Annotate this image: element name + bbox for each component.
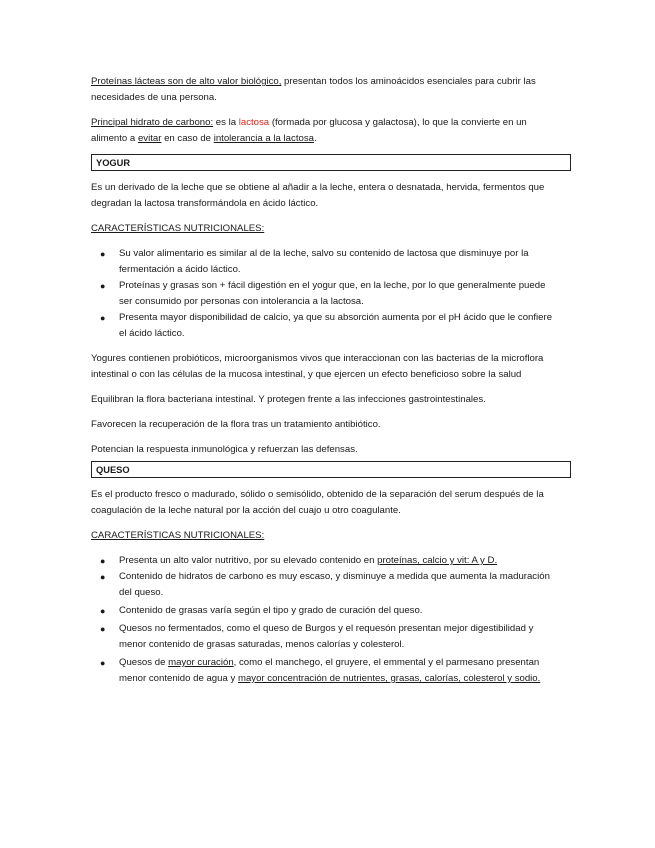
document-page: [91, 74, 571, 687]
list-item: ● Contenido de grasas varía según el tipo y grado de curación del queso.: [91, 603, 571, 619]
list-item: ● Presenta mayor disponibilidad de calcio, ya que su absorción aumenta por el pH ácido que le confiere el ácido láctico.: [100, 312, 553, 339]
bullet-icon: ●: [100, 249, 106, 259]
list-item: ● Quesos no fermentados, como el queso de Burgos y el requesón presentan mejor digestibilidad y menor contenido de grasas saturadas, menos calorías y colesterol.: [100, 623, 534, 650]
bullet-icon: ●: [100, 281, 106, 291]
recovery-paragraph: Favorecen la recuperación de la flora tras un tratamiento antibiótico.: [91, 419, 381, 430]
list-item: ● Presenta un alto valor nutritivo, por su elevado contenido en proteínas, calcio y vit: A y D.: [91, 553, 571, 569]
flora-paragraph: Equilibran la flora bacteriana intestinal. Y protegen frente a las infecciones gastrointestinales.: [91, 394, 486, 405]
carb-label: Principal hidrato de carbono:: [91, 117, 214, 128]
intro-proteins-highlight: Proteínas lácteas son de alto valor biológico,: [91, 76, 282, 87]
section-title-yogur: YOGUR: [91, 154, 571, 171]
section-title-queso: QUESO: [91, 461, 571, 478]
yogur-nutrition-heading: CARACTERÍSTICAS NUTRICIONALES:: [91, 223, 265, 234]
queso-description: Es el producto fresco o madurado, sólido o semisólido, obtenido de la separación del serum después de la coagulación de la leche natural por la acción del cuajo u otro coagulante.: [91, 489, 544, 516]
bullet-icon: ●: [100, 624, 106, 634]
list-item: ● Quesos de mayor curación, como el manchego, el gruyere, el emmental y el parmesano presentan menor contenido de agua y mayor concentración de nutrientes, grasas, calorías, colesterol y sodio.: [100, 657, 541, 684]
intro-paragraph-1: Proteínas lácteas son de alto valor biológico, presentan todos los aminoácidos esenciales para cubrir las necesidades de una persona.: [91, 76, 536, 103]
queso-bullet-list: [91, 553, 571, 687]
list-item: ● Proteínas y grasas son + fácil digestión en el yogur que, en la leche, por lo que generalmente puede ser consumido por personas con intolerancia a la lactosa.: [100, 280, 546, 307]
bullet-icon: ●: [100, 572, 106, 582]
yogur-bullet-list: [91, 246, 571, 342]
bullet-icon: ●: [100, 606, 106, 616]
intro-paragraph-2: Principal hidrato de carbono: es la lactosa (formada por glucosa y galactosa), lo que la convierte en un alimento a evitar en caso de intolerancia a la lactosa.: [91, 117, 527, 144]
list-item: ● Contenido de hidratos de carbono es muy escaso, y disminuye a medida que aumenta la maduración del queso.: [100, 571, 550, 598]
probiotics-paragraph: Yogures contienen probióticos, microorganismos vivos que interaccionan con las bacterias de la microflora intestinal o con las células de la mucosa intestinal, y que ejercen un efecto beneficioso sobre la salud: [91, 353, 544, 380]
bullet-icon: ●: [100, 658, 106, 668]
bullet-icon: ●: [100, 313, 106, 323]
queso-nutrition-heading: CARACTERÍSTICAS NUTRICIONALES:: [91, 530, 265, 541]
yogur-description: Es un derivado de la leche que se obtiene al añadir a la leche, entera o desnatada, hervida, fermentos que degradan la lactosa transformándola en ácido láctico.: [91, 182, 545, 209]
list-item: ● Su valor alimentario es similar al de la leche, salvo su contenido de lactosa que disminuye por la fermentación a ácido láctico.: [100, 248, 529, 275]
lactosa-highlight: lactosa: [238, 117, 270, 128]
bullet-icon: ●: [100, 556, 106, 566]
immune-paragraph: Potencian la respuesta inmunológica y refuerzan las defensas.: [91, 444, 358, 455]
